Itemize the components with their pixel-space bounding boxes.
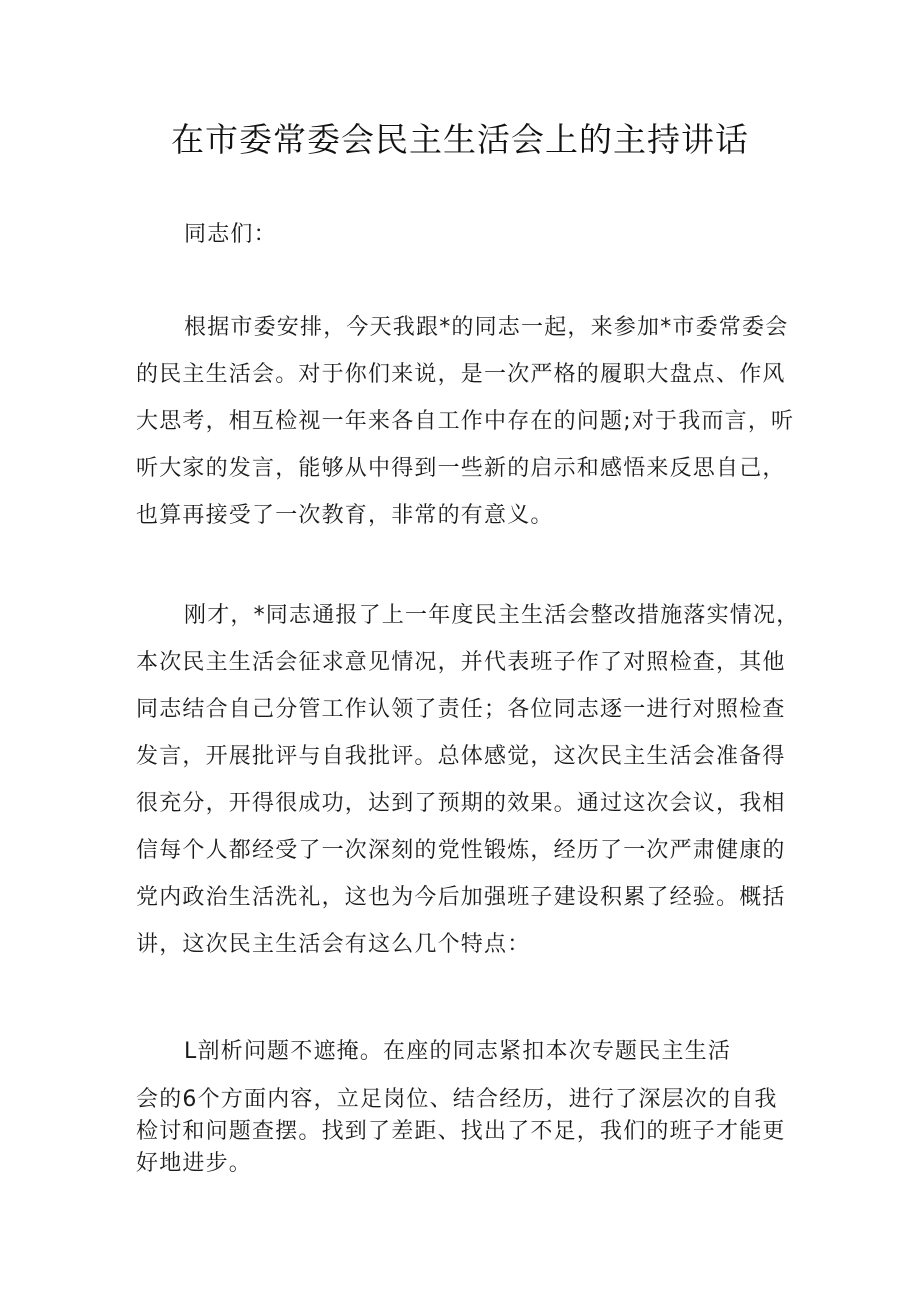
paragraph-3-line-3: 检讨和问题查摆。找到了差距、找出了不足，我们的班子才能更 [136, 1119, 786, 1144]
paragraph-2-line-8: 讲，这次民主生活会有这么几个特点： [136, 932, 531, 957]
paragraph-1-line-1: 根据市委安排，今天我跟*的同志一起，来参加*市委常委会 [184, 315, 789, 340]
paragraph-1-line-3: 大思考，相互检视一年来各自工作中存在的问题;对于我而言，听 [136, 409, 795, 434]
document-title: 在市委常委会民主生活会上的主持讲话 [171, 120, 749, 159]
paragraph-1-line-5: 也算再接受了一次教育，非常的有意义。 [136, 503, 554, 528]
paragraph-1-line-4: 听大家的发言，能够从中得到一些新的启示和感悟来反思自己， [136, 456, 786, 481]
paragraph-2-line-4: 发言，开展批评与自我批评。总体感觉，这次民主生活会准备得 [136, 744, 786, 769]
paragraph-2-line-6: 信每个人都经受了一次深刻的党性锻炼，经历了一次严肃健康的 [136, 838, 786, 863]
paragraph-2-line-1: 刚才，*同志通报了上一年度民主生活会整改措施落实情况， [184, 603, 800, 628]
paragraph-2-line-7: 党内政治生活洗礼，这也为今后加强班子建设积累了经验。概括 [136, 885, 786, 910]
paragraph-3-line-2: 会的6个方面内容，立足岗位、结合经历，进行了深层次的自我 [136, 1087, 778, 1112]
paragraph-2-line-2: 本次民主生活会征求意见情况，并代表班子作了对照检查，其他 [136, 650, 786, 675]
paragraph-3-line-4: 好地进步。 [136, 1151, 253, 1176]
paragraph-1-line-2: 的民主生活会。对于你们来说，是一次严格的履职大盘点、作风 [136, 362, 786, 387]
paragraph-2-line-3: 同志结合自己分管工作认领了责任；各位同志逐一进行对照检查 [136, 697, 786, 722]
paragraph-3-line-1: L剖析问题不遮掩。在座的同志紧扣本次专题民主生活 [184, 1039, 732, 1064]
paragraph-2-line-5: 很充分，开得很成功，达到了预期的效果。通过这次会议，我相 [136, 791, 786, 816]
salutation: 同志们： [184, 222, 277, 247]
